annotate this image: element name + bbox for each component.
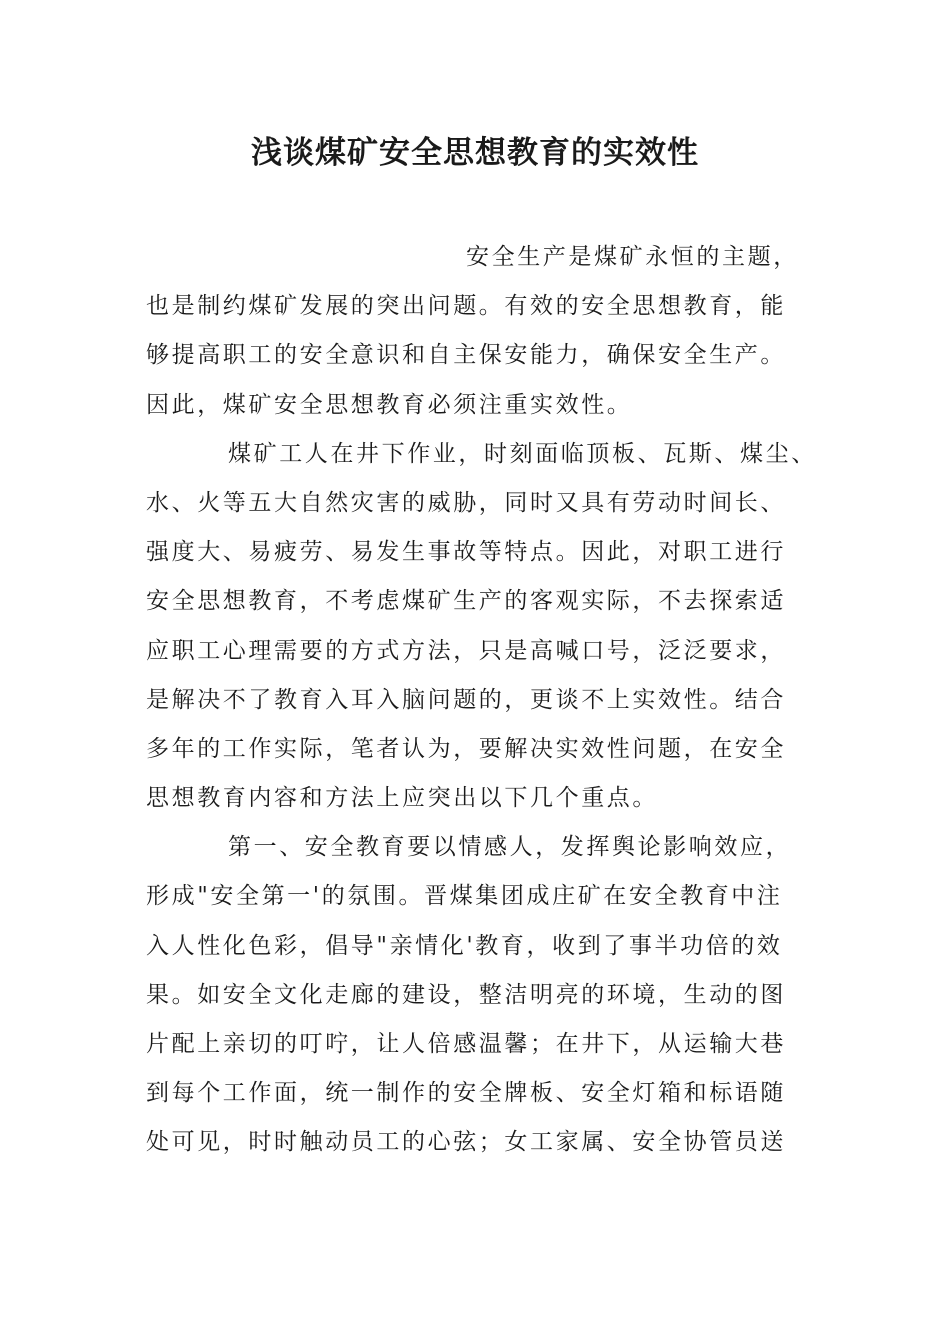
text-line: 应职工心理需要的方式方法，只是高喊口号，泛泛要求，	[146, 637, 786, 664]
text-line: 安全思想教育，不考虑煤矿生产的客观实际，不去探索适	[146, 588, 786, 615]
text-line: 煤矿工人在井下作业，时刻面临顶板、瓦斯、煤尘、	[228, 440, 817, 467]
text-line: 第一、安全教育要以情感人，发挥舆论影响效应，	[228, 834, 792, 861]
text-line: 水、火等五大自然灾害的威胁，同时又具有劳动时间长、	[146, 489, 786, 516]
text-line: 思想教育内容和方法上应突出以下几个重点。	[146, 785, 658, 812]
text-line: 入人性化色彩，倡导"亲情化'教育，收到了事半功倍的效	[146, 932, 783, 959]
text-line: 够提高职工的安全意识和自主保安能力，确保安全生产。	[146, 342, 786, 369]
text-line: 是解决不了教育入耳入脑问题的，更谈不上实效性。结合	[146, 686, 786, 713]
document-body	[146, 233, 816, 1168]
text-line: 到每个工作面，统一制作的安全牌板、安全灯箱和标语随	[146, 1080, 786, 1107]
text-line: 处可见，时时触动员工的心弦；女工家属、安全协管员送	[146, 1129, 786, 1156]
text-line: 果。如安全文化走廊的建设，整洁明亮的环境，生动的图	[146, 981, 786, 1008]
text-line: 多年的工作实际，笔者认为，要解决实效性问题，在安全	[146, 735, 786, 762]
text-line: 也是制约煤矿发展的突出问题。有效的安全思想教育，能	[146, 293, 786, 320]
text-line: 形成"安全第一'的氛围。晋煤集团成庄矿在安全教育中注	[146, 883, 783, 910]
text-line: 安全生产是煤矿永恒的主题，	[466, 244, 799, 270]
text-line: 强度大、易疲劳、易发生事故等特点。因此，对职工进行	[146, 539, 786, 566]
document-title: 浅谈煤矿安全思想教育的实效性	[251, 135, 699, 171]
text-line: 因此，煤矿安全思想教育必须注重实效性。	[146, 391, 633, 418]
text-line: 片配上亲切的叮咛，让人倍感温馨；在井下，从运输大巷	[146, 1031, 786, 1057]
